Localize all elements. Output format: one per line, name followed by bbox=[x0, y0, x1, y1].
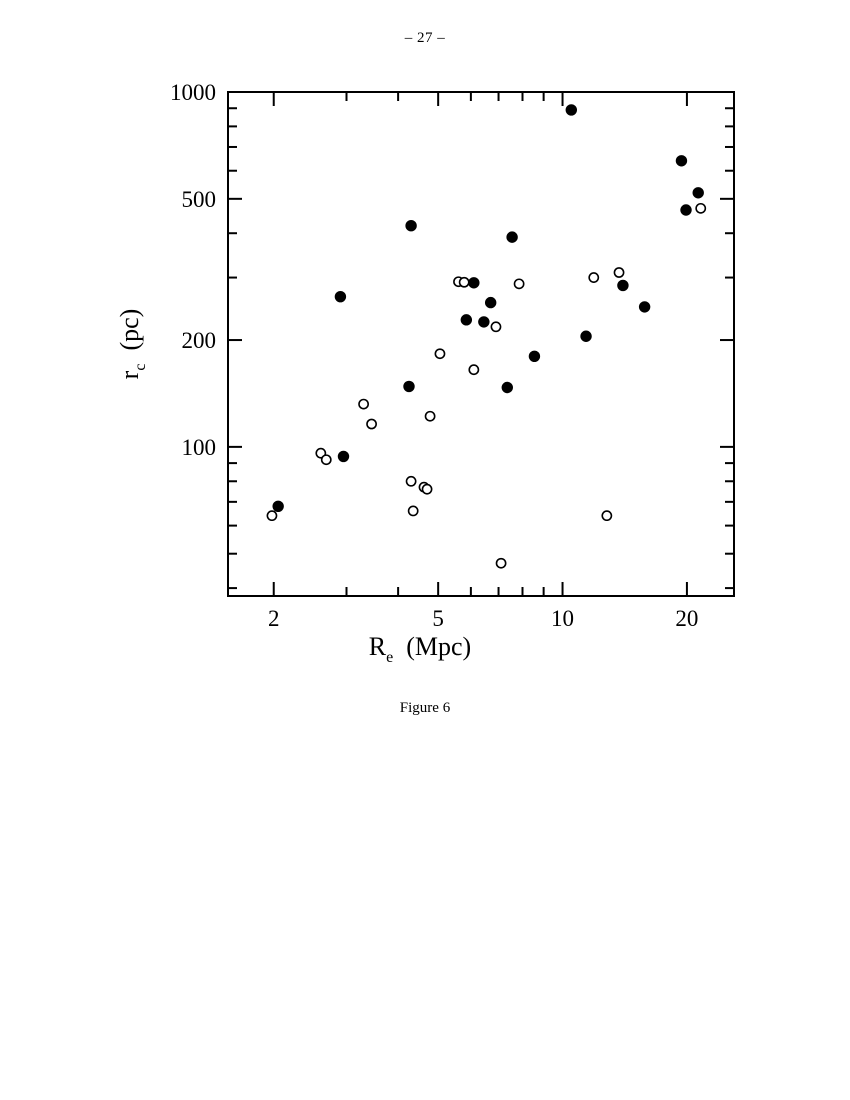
data-point-open bbox=[267, 511, 276, 520]
data-point-filled bbox=[485, 297, 495, 307]
data-point-open bbox=[359, 399, 368, 408]
data-point-filled bbox=[676, 156, 686, 166]
data-point-open bbox=[435, 349, 444, 358]
svg-text:rc (pc) bbox=[115, 309, 149, 380]
axis-tick-labels bbox=[170, 80, 698, 631]
data-point-open bbox=[496, 559, 505, 568]
data-point-filled bbox=[479, 317, 489, 327]
data-point-open bbox=[407, 477, 416, 486]
y-tick-label: 200 bbox=[181, 328, 216, 354]
x-axis-label-main: R bbox=[368, 632, 387, 661]
x-tick-label: 20 bbox=[675, 606, 699, 631]
data-point-filled bbox=[404, 381, 414, 391]
y-tick-label: 500 bbox=[181, 186, 216, 212]
data-point-open bbox=[322, 455, 331, 464]
x-tick-label: 5 bbox=[432, 606, 444, 631]
data-point-filled bbox=[273, 501, 283, 511]
y-axis-label-main: r bbox=[115, 370, 144, 380]
data-point-open bbox=[614, 268, 623, 277]
data-point-filled bbox=[618, 280, 628, 290]
data-point-filled bbox=[581, 331, 591, 341]
x-tick-label: 2 bbox=[267, 606, 280, 631]
data-point-filled bbox=[639, 302, 649, 312]
data-point-filled bbox=[507, 232, 517, 242]
data-point-filled bbox=[406, 221, 416, 231]
data-point-open bbox=[409, 506, 418, 515]
data-point-filled bbox=[566, 105, 576, 115]
data-point-filled bbox=[338, 451, 348, 461]
data-point-open bbox=[515, 279, 524, 288]
data-point-open bbox=[589, 273, 598, 282]
y-axis-label bbox=[115, 309, 149, 380]
data-point-filled bbox=[529, 351, 539, 361]
x-axis-label bbox=[369, 632, 471, 666]
data-point-open bbox=[367, 419, 376, 428]
y-axis-label-unit: (pc) bbox=[115, 308, 144, 351]
data-point-filled bbox=[335, 291, 345, 301]
axis-ticks bbox=[228, 92, 734, 596]
data-point-filled bbox=[502, 382, 512, 392]
data-point-open bbox=[491, 322, 500, 331]
data-point-filled bbox=[693, 188, 703, 198]
x-tick-label: 10 bbox=[551, 606, 575, 631]
plot-frame bbox=[228, 92, 734, 596]
data-point-filled bbox=[681, 205, 691, 215]
y-axis-label-sub: c bbox=[132, 363, 149, 371]
x-axis-label-sub: e bbox=[386, 649, 394, 666]
y-tick-label: 1000 bbox=[170, 80, 216, 105]
page-number: – 27 – bbox=[404, 30, 446, 46]
data-point-open bbox=[469, 365, 478, 374]
data-point-open bbox=[422, 485, 431, 494]
data-point-open bbox=[425, 412, 434, 421]
figure-caption: Figure 6 bbox=[399, 700, 451, 716]
data-point-filled bbox=[469, 278, 479, 288]
data-point-open bbox=[602, 511, 611, 520]
svg-text:Re (Mpc) bbox=[369, 632, 471, 666]
data-points bbox=[267, 105, 705, 568]
x-axis-label-unit: (Mpc) bbox=[406, 632, 472, 661]
y-tick-label: 100 bbox=[181, 434, 216, 460]
data-point-open bbox=[460, 278, 469, 287]
data-point-filled bbox=[461, 315, 471, 325]
data-point-open bbox=[696, 204, 705, 213]
